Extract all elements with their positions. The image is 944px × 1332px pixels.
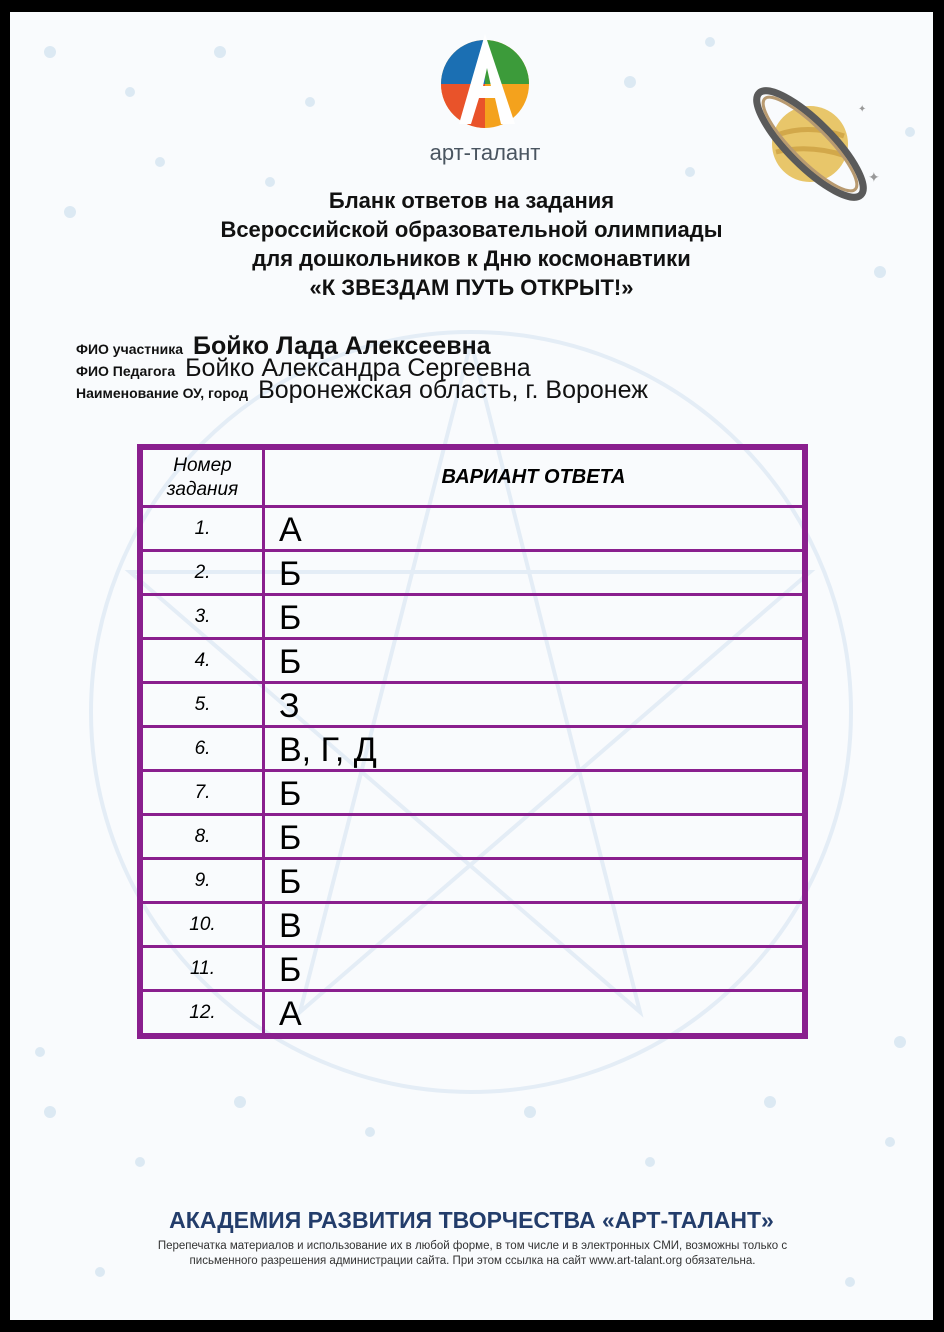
- title-line-3: для дошкольников к Дню космонавтики: [252, 246, 691, 271]
- svg-text:✦: ✦: [868, 169, 880, 185]
- teacher-value: Бойко Александра Сергеевна: [185, 354, 531, 382]
- footer-note-line-2: письменного разрешения администрации сайта. При этом ссылка на сайт www.art-talant.org обязательна.: [189, 1255, 756, 1267]
- answer-sheet-page: [10, 12, 933, 1320]
- task-number: 12.: [142, 991, 264, 1035]
- task-number: 10.: [142, 903, 264, 947]
- footer-title: АКАДЕМИЯ РАЗВИТИЯ ТВОРЧЕСТВА «АРТ-ТАЛАНТ»: [169, 1207, 774, 1233]
- art-talant-logo: [420, 32, 550, 166]
- task-number: 6.: [142, 727, 264, 771]
- task-number: 8.: [142, 815, 264, 859]
- task-answer: А: [264, 991, 804, 1035]
- header-number: Номер задания: [142, 449, 264, 507]
- task-answer: В: [264, 903, 804, 947]
- table-header-row: [142, 449, 804, 507]
- logo-text: арт-талант: [429, 140, 541, 165]
- task-answer: Б: [264, 639, 804, 683]
- sheet-title: [10, 186, 933, 302]
- organization-value: Воронежская область, г. Воронеж: [258, 376, 648, 404]
- task-number: 7.: [142, 771, 264, 815]
- table-row: [142, 859, 804, 903]
- table-row: [142, 815, 804, 859]
- organization-label: Наименование ОУ, город: [76, 385, 249, 401]
- table-row: [142, 771, 804, 815]
- task-number: 5.: [142, 683, 264, 727]
- table-row: [142, 595, 804, 639]
- footer-note: [100, 1239, 845, 1269]
- task-number: 2.: [142, 551, 264, 595]
- header-answer: ВАРИАНТ ОТВЕТА: [264, 449, 804, 507]
- footer-note-line-1: Перепечатка материалов и использование их в любой форме, в том числе и в электронных СМИ, возможны только с: [157, 1240, 788, 1252]
- task-number: 4.: [142, 639, 264, 683]
- table-row: [142, 903, 804, 947]
- table-row: [142, 551, 804, 595]
- task-answer: Б: [264, 815, 804, 859]
- task-answer: Б: [264, 947, 804, 991]
- task-number: 1.: [142, 507, 264, 551]
- title-line-1: Бланк ответов на задания: [328, 188, 615, 213]
- table-row: [142, 683, 804, 727]
- task-answer: З: [264, 683, 804, 727]
- task-number: 11.: [142, 947, 264, 991]
- table-row: [142, 991, 804, 1035]
- table-row: [142, 727, 804, 771]
- organization-row: [76, 376, 648, 405]
- task-answer: Б: [264, 595, 804, 639]
- title-line-4: «К ЗВЕЗДАМ ПУТЬ ОТКРЫТ!»: [309, 275, 634, 300]
- svg-text:✦: ✦: [858, 104, 867, 115]
- table-row: [142, 639, 804, 683]
- participant-label: ФИО участника: [76, 341, 183, 357]
- participant-value: Бойко Лада Алексеевна: [193, 332, 491, 360]
- task-answer: Б: [264, 551, 804, 595]
- task-answer: В, Г, Д: [264, 727, 804, 771]
- task-answer: Б: [264, 859, 804, 903]
- table-row: [142, 947, 804, 991]
- task-number: 3.: [142, 595, 264, 639]
- title-line-2: Всероссийской образовательной олимпиады: [220, 217, 723, 242]
- teacher-label: ФИО Педагога: [76, 363, 176, 379]
- answers-table: [137, 444, 808, 1039]
- table-row: [142, 507, 804, 551]
- task-answer: А: [264, 507, 804, 551]
- task-number: 9.: [142, 859, 264, 903]
- logo-mark-icon: [439, 32, 531, 132]
- task-answer: Б: [264, 771, 804, 815]
